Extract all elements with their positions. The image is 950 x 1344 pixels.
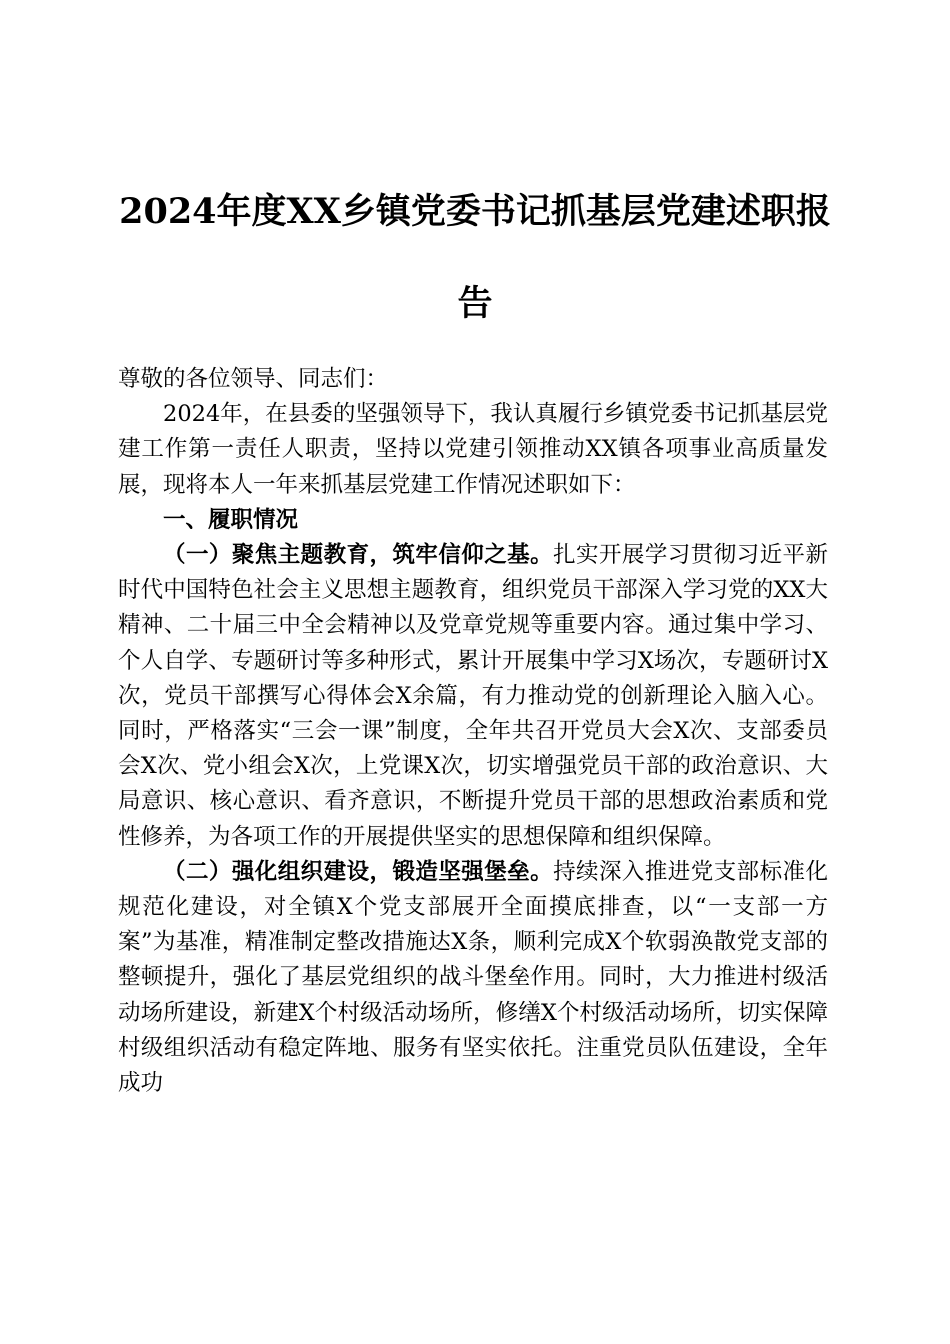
item-lead-2: （二）强化组织建设，锻造坚强堡垒。	[163, 858, 554, 885]
item-paragraph-2	[118, 855, 828, 1101]
item-lead-1: （一）聚焦主题教育，筑牢信仰之基。	[163, 542, 554, 569]
item-paragraph-1	[118, 538, 828, 855]
item-body-1: 扎实开展学习贯彻习近平新时代中国特色社会主义思想主题教育，组织党员干部深入学习党的XX大精神、二十届三中全会精神以及党章党规等重要内容。通过集中学习、个人自学、专题研讨等多种形式，累计开展集中学习X场次，专题研讨X次，党员干部撰写心得体会X余篇，有力推动党的创新理论入脑入心。同时，严格落实“三会一课”制度，全年共召开党员大会X次、支部委员会X次、党小组会X次，上党课X次，切实增强党员干部的政治意识、大局意识、核心意识、看齐意识，不断提升党员干部的思想政治素质和党性修养，为各项工作的开展提供坚实的思想保障和组织保障。	[118, 542, 828, 850]
document-title: 2024年度XX乡镇党委书记抓基层党建述职报告	[119, 191, 831, 324]
item-body-2: 持续深入推进党支部标准化规范化建设，对全镇X个党支部展开全面摸底排查，以“一支部一方案”为基准，精准制定整改措施达X条，顺利完成X个软弱涣散党支部的整顿提升，强化了基层党组织的战斗堡垒作用。同时，大力推进村级活动场所建设，新建X个村级活动场所，修缮X个村级活动场所，切实保障村级组织活动有稳定阵地、服务有坚实依托。注重党员队伍建设，全年成功	[118, 858, 828, 1097]
section-heading: 一、履职情况	[163, 506, 299, 533]
salutation: 尊敬的各位领导、同志们：	[118, 366, 389, 392]
intro-paragraph: 2024年，在县委的坚强领导下，我认真履行乡镇党委书记抓基层党建工作第一责任人职责，坚持以党建引领推动XX镇各项事业高质量发展，现将本人一年来抓基层党建工作情况述职如下：	[118, 401, 828, 498]
document-body	[118, 362, 828, 1101]
